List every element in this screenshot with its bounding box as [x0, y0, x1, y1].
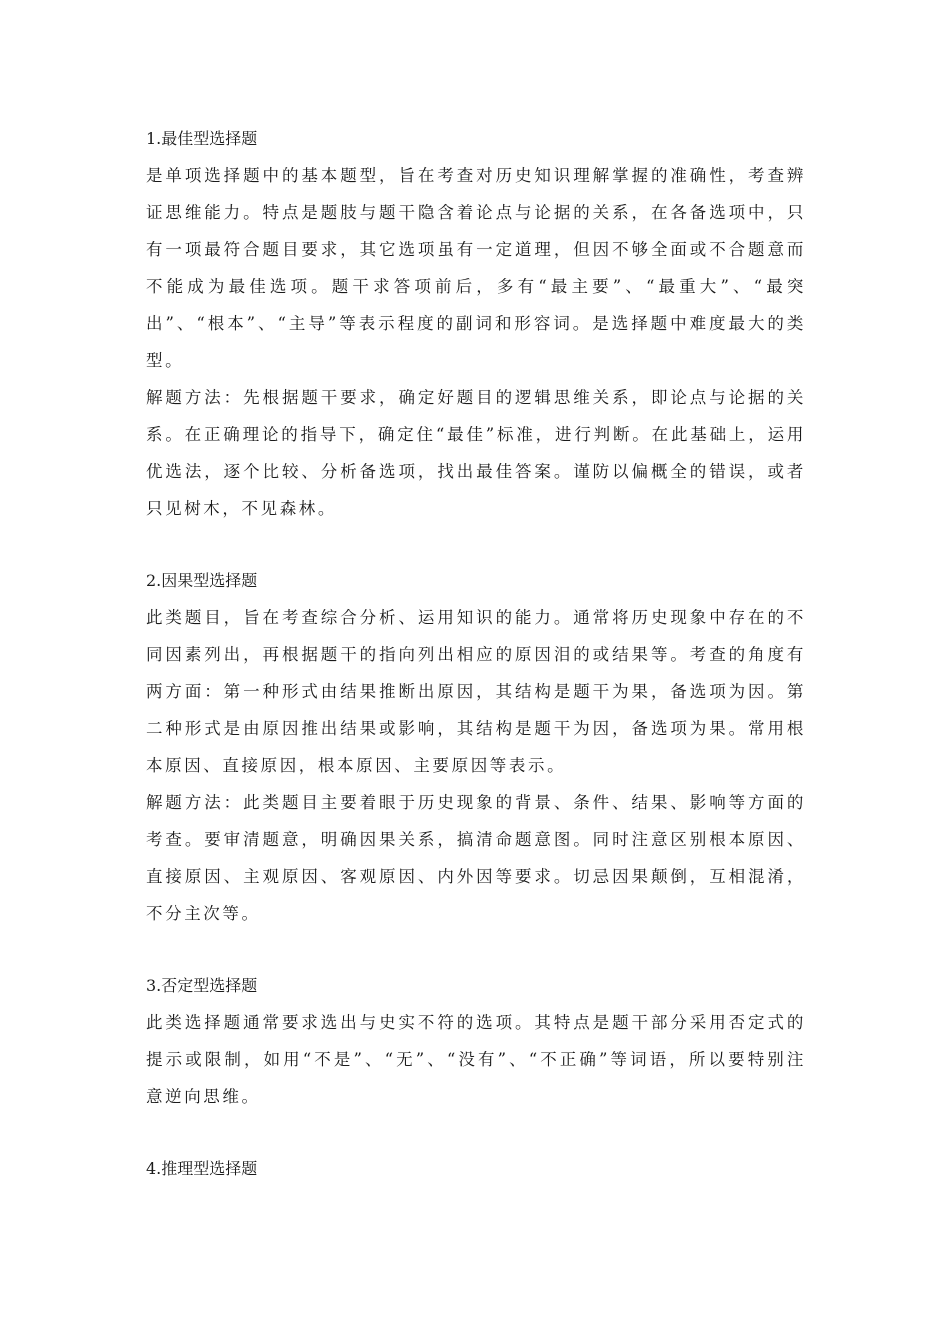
section-paragraph: 解题方法：此类题目主要着眼于历史现象的背景、条件、结果、影响等方面的考查。要审清题意，明确因果关系，搞清命题意图。同时注意区别根本原因、直接原因、主观原因、客观原因、内外因等要求。切忌因果颠倒，互相混淆，不分主次等。 [146, 793, 806, 923]
section-paragraph: 是单项选择题中的基本题型，旨在考查对历史知识理解掌握的准确性，考查辨证思维能力。特点是题肢与题干隐含着论点与论据的关系，在各备选项中，只有一项最符合题目要求，其它选项虽有一定道理，但因不够全面或不合题意而不能成为最佳选项。题干求答项前后，多有“最主要”、“最重大”、“最突出”、“根本”、“主导”等表示程度的副词和形容词。是选择题中难度最大的类型。 [146, 166, 806, 370]
section-negative [146, 967, 806, 1115]
section-cause-effect [146, 562, 806, 932]
section-heading: 4.推理型选择题 [146, 1159, 258, 1178]
section-heading: 3.否定型选择题 [146, 976, 258, 995]
section-paragraph: 此类选择题通常要求选出与史实不符的选项。其特点是题干部分采用否定式的提示或限制，如用“不是”、“无”、“没有”、“不正确”等词语，所以要特别注意逆向思维。 [146, 1013, 806, 1106]
section-heading: 2.因果型选择题 [146, 571, 258, 590]
section-best-choice [146, 120, 806, 527]
section-heading: 1.最佳型选择题 [146, 129, 258, 148]
section-paragraph: 此类题目，旨在考查综合分析、运用知识的能力。通常将历史现象中存在的不同因素列出，再根据题干的指向列出相应的原因泪的或结果等。考查的角度有两方面：第一种形式由结果推断出原因，其结构是题干为果，备选项为因。第二种形式是由原因推出结果或影响，其结构是题干为因，备选项为果。常用根本原因、直接原因，根本原因、主要原因等表示。 [146, 608, 806, 775]
document-page [146, 120, 806, 1222]
section-reasoning [146, 1150, 806, 1187]
section-paragraph: 解题方法：先根据题干要求，确定好题目的逻辑思维关系，即论点与论据的关系。在正确理论的指导下，确定住“最佳”标准，进行判断。在此基础上，运用优选法，逐个比较、分析备选项，找出最佳答案。谨防以偏概全的错误，或者只见树木，不见森林。 [146, 388, 806, 518]
